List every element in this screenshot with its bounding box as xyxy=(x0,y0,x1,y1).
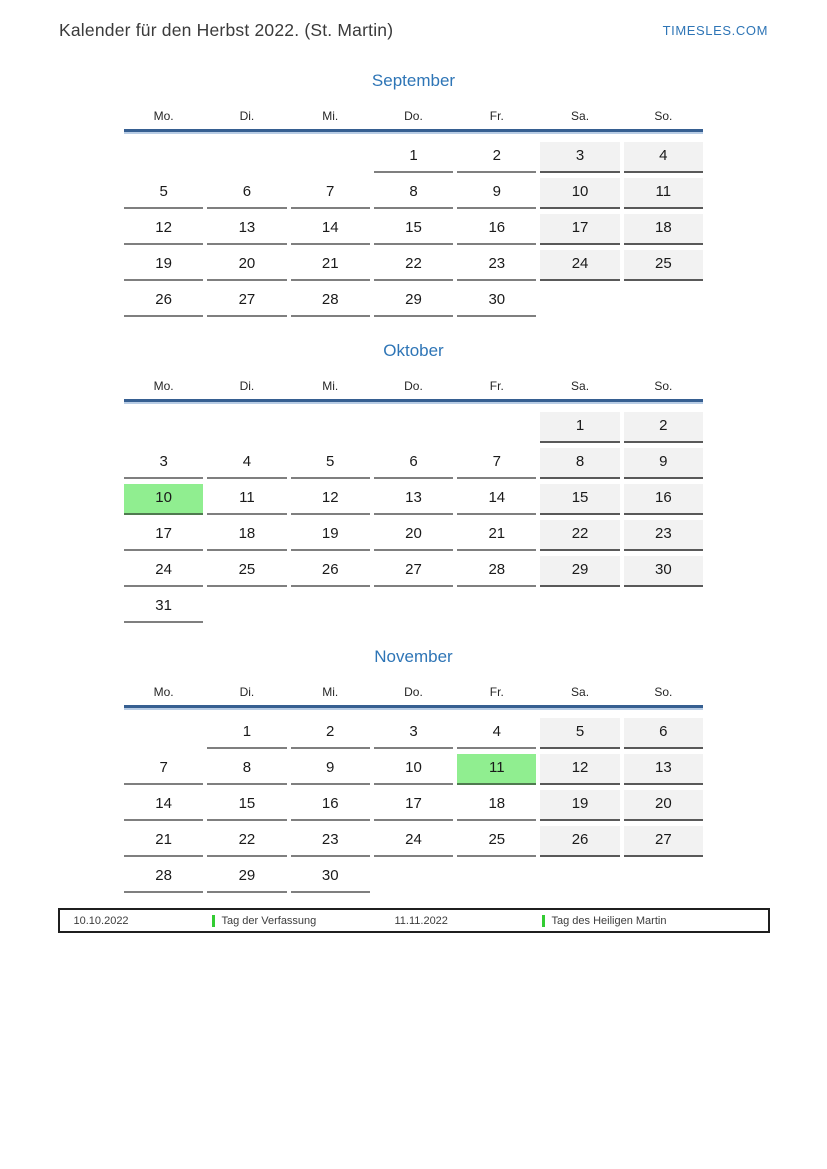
month-september xyxy=(124,70,703,317)
month-title: Oktober xyxy=(383,341,444,360)
day-cell: 3 xyxy=(374,718,453,749)
weekday-label-mo: Mo. xyxy=(153,685,174,699)
day-cell: 11 xyxy=(207,484,286,515)
day-cell-empty xyxy=(457,412,536,443)
day-cell: 24 xyxy=(124,556,203,587)
day-cell: 9 xyxy=(624,448,703,479)
day-cell: 28 xyxy=(457,556,536,587)
day-cell: 16 xyxy=(291,790,370,821)
day-cell-empty xyxy=(624,286,703,317)
day-cell: 10 xyxy=(540,178,619,209)
day-cell: 16 xyxy=(624,484,703,515)
weekday-label-di: Di. xyxy=(239,109,255,123)
day-cell: 29 xyxy=(374,286,453,317)
day-cell-empty xyxy=(291,412,370,443)
weekday-label-mi: Mi. xyxy=(322,109,339,123)
day-cell: 12 xyxy=(124,214,203,245)
day-cell: 23 xyxy=(457,250,536,281)
day-cell: 3 xyxy=(540,142,619,173)
calendar-grid xyxy=(124,718,703,893)
month-november xyxy=(124,646,703,893)
day-cell-empty xyxy=(124,718,203,749)
weekday-label-sa: Sa. xyxy=(571,685,590,699)
day-cell: 8 xyxy=(207,754,286,785)
day-cell: 15 xyxy=(207,790,286,821)
day-cell: 25 xyxy=(457,826,536,857)
day-cell: 10 xyxy=(124,484,203,515)
day-cell: 19 xyxy=(540,790,619,821)
weekday-label-fr: Fr. xyxy=(489,685,504,699)
day-cell: 15 xyxy=(540,484,619,515)
day-cell: 2 xyxy=(457,142,536,173)
day-cell: 11 xyxy=(624,178,703,209)
day-cell: 12 xyxy=(291,484,370,515)
day-cell: 18 xyxy=(624,214,703,245)
day-cell: 13 xyxy=(624,754,703,785)
day-cell: 24 xyxy=(374,826,453,857)
site-logo-link[interactable]: TIMESLES.COM xyxy=(662,23,768,38)
legend-item xyxy=(212,915,395,927)
weekday-header-row xyxy=(124,685,703,699)
day-cell: 28 xyxy=(124,862,203,893)
day-cell-empty xyxy=(624,862,703,893)
day-cell: 5 xyxy=(124,178,203,209)
day-cell: 14 xyxy=(457,484,536,515)
weekday-label-so: So. xyxy=(654,685,673,699)
weekday-label-mo: Mo. xyxy=(153,379,174,393)
day-cell: 11 xyxy=(457,754,536,785)
weekday-label-do: Do. xyxy=(404,109,423,123)
weekday-label-so: So. xyxy=(654,379,673,393)
day-cell: 13 xyxy=(374,484,453,515)
day-cell-empty xyxy=(457,862,536,893)
day-cell: 1 xyxy=(207,718,286,749)
day-cell-empty xyxy=(124,412,203,443)
legend-label: Tag des Heiligen Martin xyxy=(551,914,667,927)
day-cell: 23 xyxy=(291,826,370,857)
weekday-label-sa: Sa. xyxy=(571,109,590,123)
day-cell: 26 xyxy=(291,556,370,587)
day-cell: 25 xyxy=(624,250,703,281)
header-rule xyxy=(124,399,703,404)
day-cell: 20 xyxy=(207,250,286,281)
legend-label: Tag der Verfassung xyxy=(221,914,317,927)
day-cell-empty xyxy=(291,142,370,173)
day-cell: 23 xyxy=(624,520,703,551)
day-cell-empty xyxy=(374,592,453,623)
day-cell: 19 xyxy=(124,250,203,281)
day-cell: 28 xyxy=(291,286,370,317)
day-cell: 30 xyxy=(457,286,536,317)
weekday-label-do: Do. xyxy=(404,685,423,699)
legend-marker-icon xyxy=(212,915,215,927)
day-cell: 18 xyxy=(207,520,286,551)
day-cell: 26 xyxy=(124,286,203,317)
day-cell-empty xyxy=(207,412,286,443)
day-cell: 22 xyxy=(540,520,619,551)
weekday-label-mi: Mi. xyxy=(322,379,339,393)
day-cell: 22 xyxy=(207,826,286,857)
day-cell: 30 xyxy=(624,556,703,587)
page-header xyxy=(0,0,827,44)
day-cell: 5 xyxy=(540,718,619,749)
legend-bar xyxy=(58,908,770,933)
day-cell: 5 xyxy=(291,448,370,479)
day-cell: 16 xyxy=(457,214,536,245)
day-cell: 12 xyxy=(540,754,619,785)
page-title: Kalender für den Herbst 2022. (St. Martin) xyxy=(59,20,394,40)
day-cell: 1 xyxy=(374,142,453,173)
weekday-label-mo: Mo. xyxy=(153,109,174,123)
day-cell: 6 xyxy=(207,178,286,209)
day-cell: 17 xyxy=(124,520,203,551)
day-cell: 30 xyxy=(291,862,370,893)
month-oktober xyxy=(124,340,703,623)
day-cell: 13 xyxy=(207,214,286,245)
calendar-grid xyxy=(124,142,703,317)
day-cell: 27 xyxy=(207,286,286,317)
day-cell: 7 xyxy=(457,448,536,479)
day-cell: 4 xyxy=(457,718,536,749)
legend-marker-icon xyxy=(542,915,545,927)
day-cell: 29 xyxy=(540,556,619,587)
day-cell: 9 xyxy=(457,178,536,209)
day-cell-empty xyxy=(540,592,619,623)
day-cell: 25 xyxy=(207,556,286,587)
day-cell: 20 xyxy=(624,790,703,821)
month-title: September xyxy=(371,71,456,90)
weekday-label-do: Do. xyxy=(404,379,423,393)
day-cell: 31 xyxy=(124,592,203,623)
day-cell: 21 xyxy=(291,250,370,281)
day-cell: 17 xyxy=(374,790,453,821)
day-cell: 4 xyxy=(207,448,286,479)
day-cell-empty xyxy=(374,412,453,443)
calendar-grid xyxy=(124,412,703,623)
day-cell: 24 xyxy=(540,250,619,281)
day-cell: 18 xyxy=(457,790,536,821)
weekday-label-fr: Fr. xyxy=(489,109,504,123)
day-cell-empty xyxy=(540,286,619,317)
day-cell: 27 xyxy=(374,556,453,587)
day-cell-empty xyxy=(457,592,536,623)
day-cell: 19 xyxy=(291,520,370,551)
header-rule xyxy=(124,129,703,134)
day-cell-empty xyxy=(540,862,619,893)
weekday-header-row xyxy=(124,109,703,123)
weekday-label-so: So. xyxy=(654,109,673,123)
day-cell: 4 xyxy=(624,142,703,173)
day-cell-empty xyxy=(624,592,703,623)
day-cell: 9 xyxy=(291,754,370,785)
day-cell: 20 xyxy=(374,520,453,551)
day-cell: 15 xyxy=(374,214,453,245)
day-cell: 14 xyxy=(124,790,203,821)
day-cell-empty xyxy=(291,592,370,623)
legend-date: 10.10.2022 xyxy=(73,914,129,927)
day-cell: 2 xyxy=(624,412,703,443)
day-cell: 3 xyxy=(124,448,203,479)
weekday-label-di: Di. xyxy=(239,685,255,699)
day-cell: 14 xyxy=(291,214,370,245)
day-cell: 27 xyxy=(624,826,703,857)
day-cell: 17 xyxy=(540,214,619,245)
legend-item xyxy=(542,915,768,927)
legend-date: 11.11.2022 xyxy=(394,914,448,927)
day-cell: 21 xyxy=(457,520,536,551)
weekday-label-mi: Mi. xyxy=(322,685,339,699)
weekday-label-sa: Sa. xyxy=(571,379,590,393)
day-cell-empty xyxy=(124,142,203,173)
day-cell: 26 xyxy=(540,826,619,857)
day-cell: 8 xyxy=(374,178,453,209)
day-cell: 6 xyxy=(624,718,703,749)
month-title: November xyxy=(374,647,453,666)
weekday-header-row xyxy=(124,379,703,393)
day-cell: 29 xyxy=(207,862,286,893)
day-cell: 6 xyxy=(374,448,453,479)
day-cell-empty xyxy=(374,862,453,893)
day-cell: 7 xyxy=(291,178,370,209)
weekday-label-fr: Fr. xyxy=(489,379,504,393)
day-cell: 1 xyxy=(540,412,619,443)
day-cell-empty xyxy=(207,142,286,173)
day-cell: 21 xyxy=(124,826,203,857)
day-cell: 22 xyxy=(374,250,453,281)
weekday-label-di: Di. xyxy=(239,379,255,393)
day-cell: 2 xyxy=(291,718,370,749)
day-cell-empty xyxy=(207,592,286,623)
day-cell: 10 xyxy=(374,754,453,785)
day-cell: 7 xyxy=(124,754,203,785)
day-cell: 8 xyxy=(540,448,619,479)
header-rule xyxy=(124,705,703,710)
